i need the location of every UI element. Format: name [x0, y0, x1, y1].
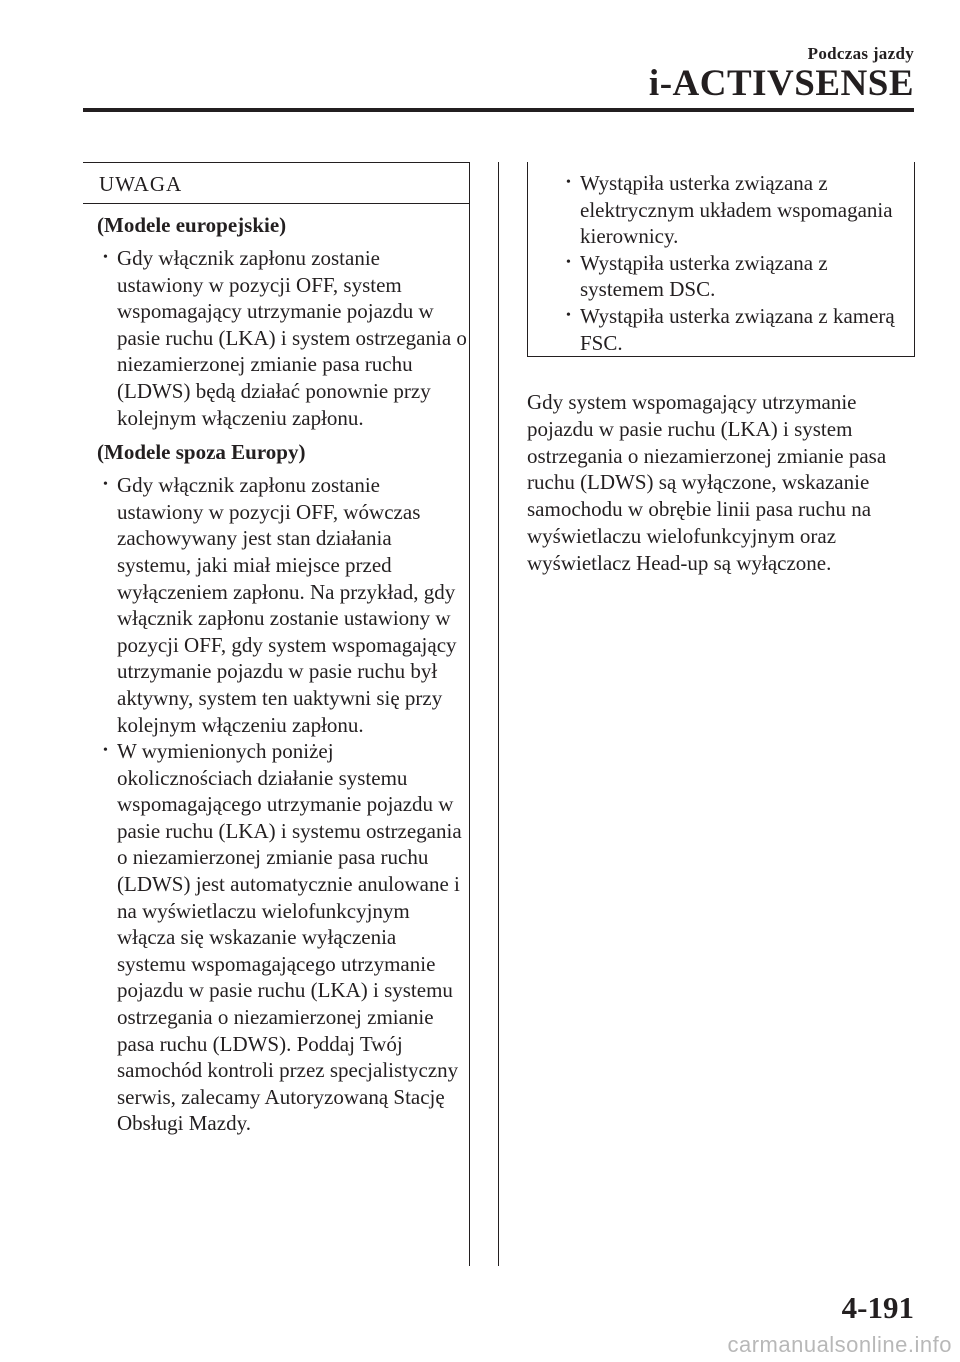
note-box-left — [83, 162, 470, 1266]
list-item-text: Wystąpiła usterka związana z systemem DSC. — [580, 250, 828, 302]
list-item — [83, 738, 469, 1137]
note-box-right — [527, 162, 915, 357]
bullet-icon: • — [103, 477, 108, 493]
list-item — [528, 170, 914, 250]
list-item-text: Gdy włącznik zapłonu zostanie ustawiony w pozycji OFF, wówczas zachowywany jest stan działania systemu, jaki miał miejsce przed wyłączeniem zapłonu. Na przykład, gdy włącznik zapłonu zostanie ustawiony w pozycji OFF, gdy system wspomagający utrzymanie pojazdu w pasie ruchu był aktywny, system ten uaktywni się przy kolejnym włączeniu zapłonu. — [117, 473, 457, 737]
bullet-icon: • — [566, 307, 571, 323]
bullet-list-right — [528, 170, 914, 356]
list-item — [528, 303, 914, 356]
column-divider — [498, 162, 499, 1266]
bullet-icon: • — [566, 254, 571, 270]
list-item-text: Wystąpiła usterka związana z kamerą FSC. — [580, 303, 895, 355]
list-item — [83, 472, 469, 738]
section-label: Podczas jazdy — [807, 44, 914, 63]
bullet-icon: • — [566, 175, 571, 190]
bullet-icon: • — [103, 743, 108, 759]
header-rule — [83, 108, 914, 112]
note-title: UWAGA — [83, 163, 469, 204]
body-paragraph: Gdy system wspomagający utrzymanie pojazdu w pasie ruchu (LKA) i system ostrzegania o niezamierzonej zmianie pasa ruchu (LDWS) są wyłączone, wskazanie samochodu w obrębie linii pasa ruchu na wyświetlaczu wielofunkcyjnym oraz wyświetlacz Head-up są wyłączone. — [527, 390, 887, 575]
page-number: 4-191 — [841, 1290, 914, 1325]
bullet-list-other — [83, 472, 469, 1137]
list-item — [83, 245, 469, 431]
chapter-title: i-ACTIVSENSE — [648, 63, 914, 104]
watermark: carmanualsonline.info — [727, 1332, 952, 1357]
bullet-icon: • — [103, 250, 108, 265]
list-item-text: Gdy włącznik zapłonu zostanie ustawiony w pozycji OFF, system wspomagający utrzymanie pojazdu w pasie ruchu (LKA) i system ostrzegania o niezamierzonej zmianie pasa ruchu (LDWS) będą działać ponownie przy kolejnym włączeniu zapłonu. — [117, 246, 467, 430]
list-item — [528, 250, 914, 303]
list-item-text: Wystąpiła usterka związana z elektrycznym układem wspomagania kierownicy. — [580, 171, 893, 249]
group-heading-other: (Modele spoza Europy) — [97, 440, 306, 465]
bullet-list-europe — [83, 245, 469, 431]
group-heading-europe: (Modele europejskie) — [97, 213, 287, 237]
list-item-text: W wymienionych poniżej okolicznościach działanie systemu wspomagającego utrzymanie pojazdu w pasie ruchu (LKA) i systemu ostrzegania o niezamierzonej zmianie pasa ruchu (LDWS) jest automatycznie anulowane i na wyświetlaczu wielofunkcyjnym włącza się wskazanie wyłączenia systemu wspomagającego utrzymanie pojazdu w pasie ruchu (LKA) i systemu ostrzegania o niezamierzonej zmianie pasa ruchu (LDWS). Poddaj Twój samochód kontroli przez specjalistyczny serwis, zalecamy Autoryzowaną Stację Obsługi Mazdy. — [117, 739, 462, 1136]
